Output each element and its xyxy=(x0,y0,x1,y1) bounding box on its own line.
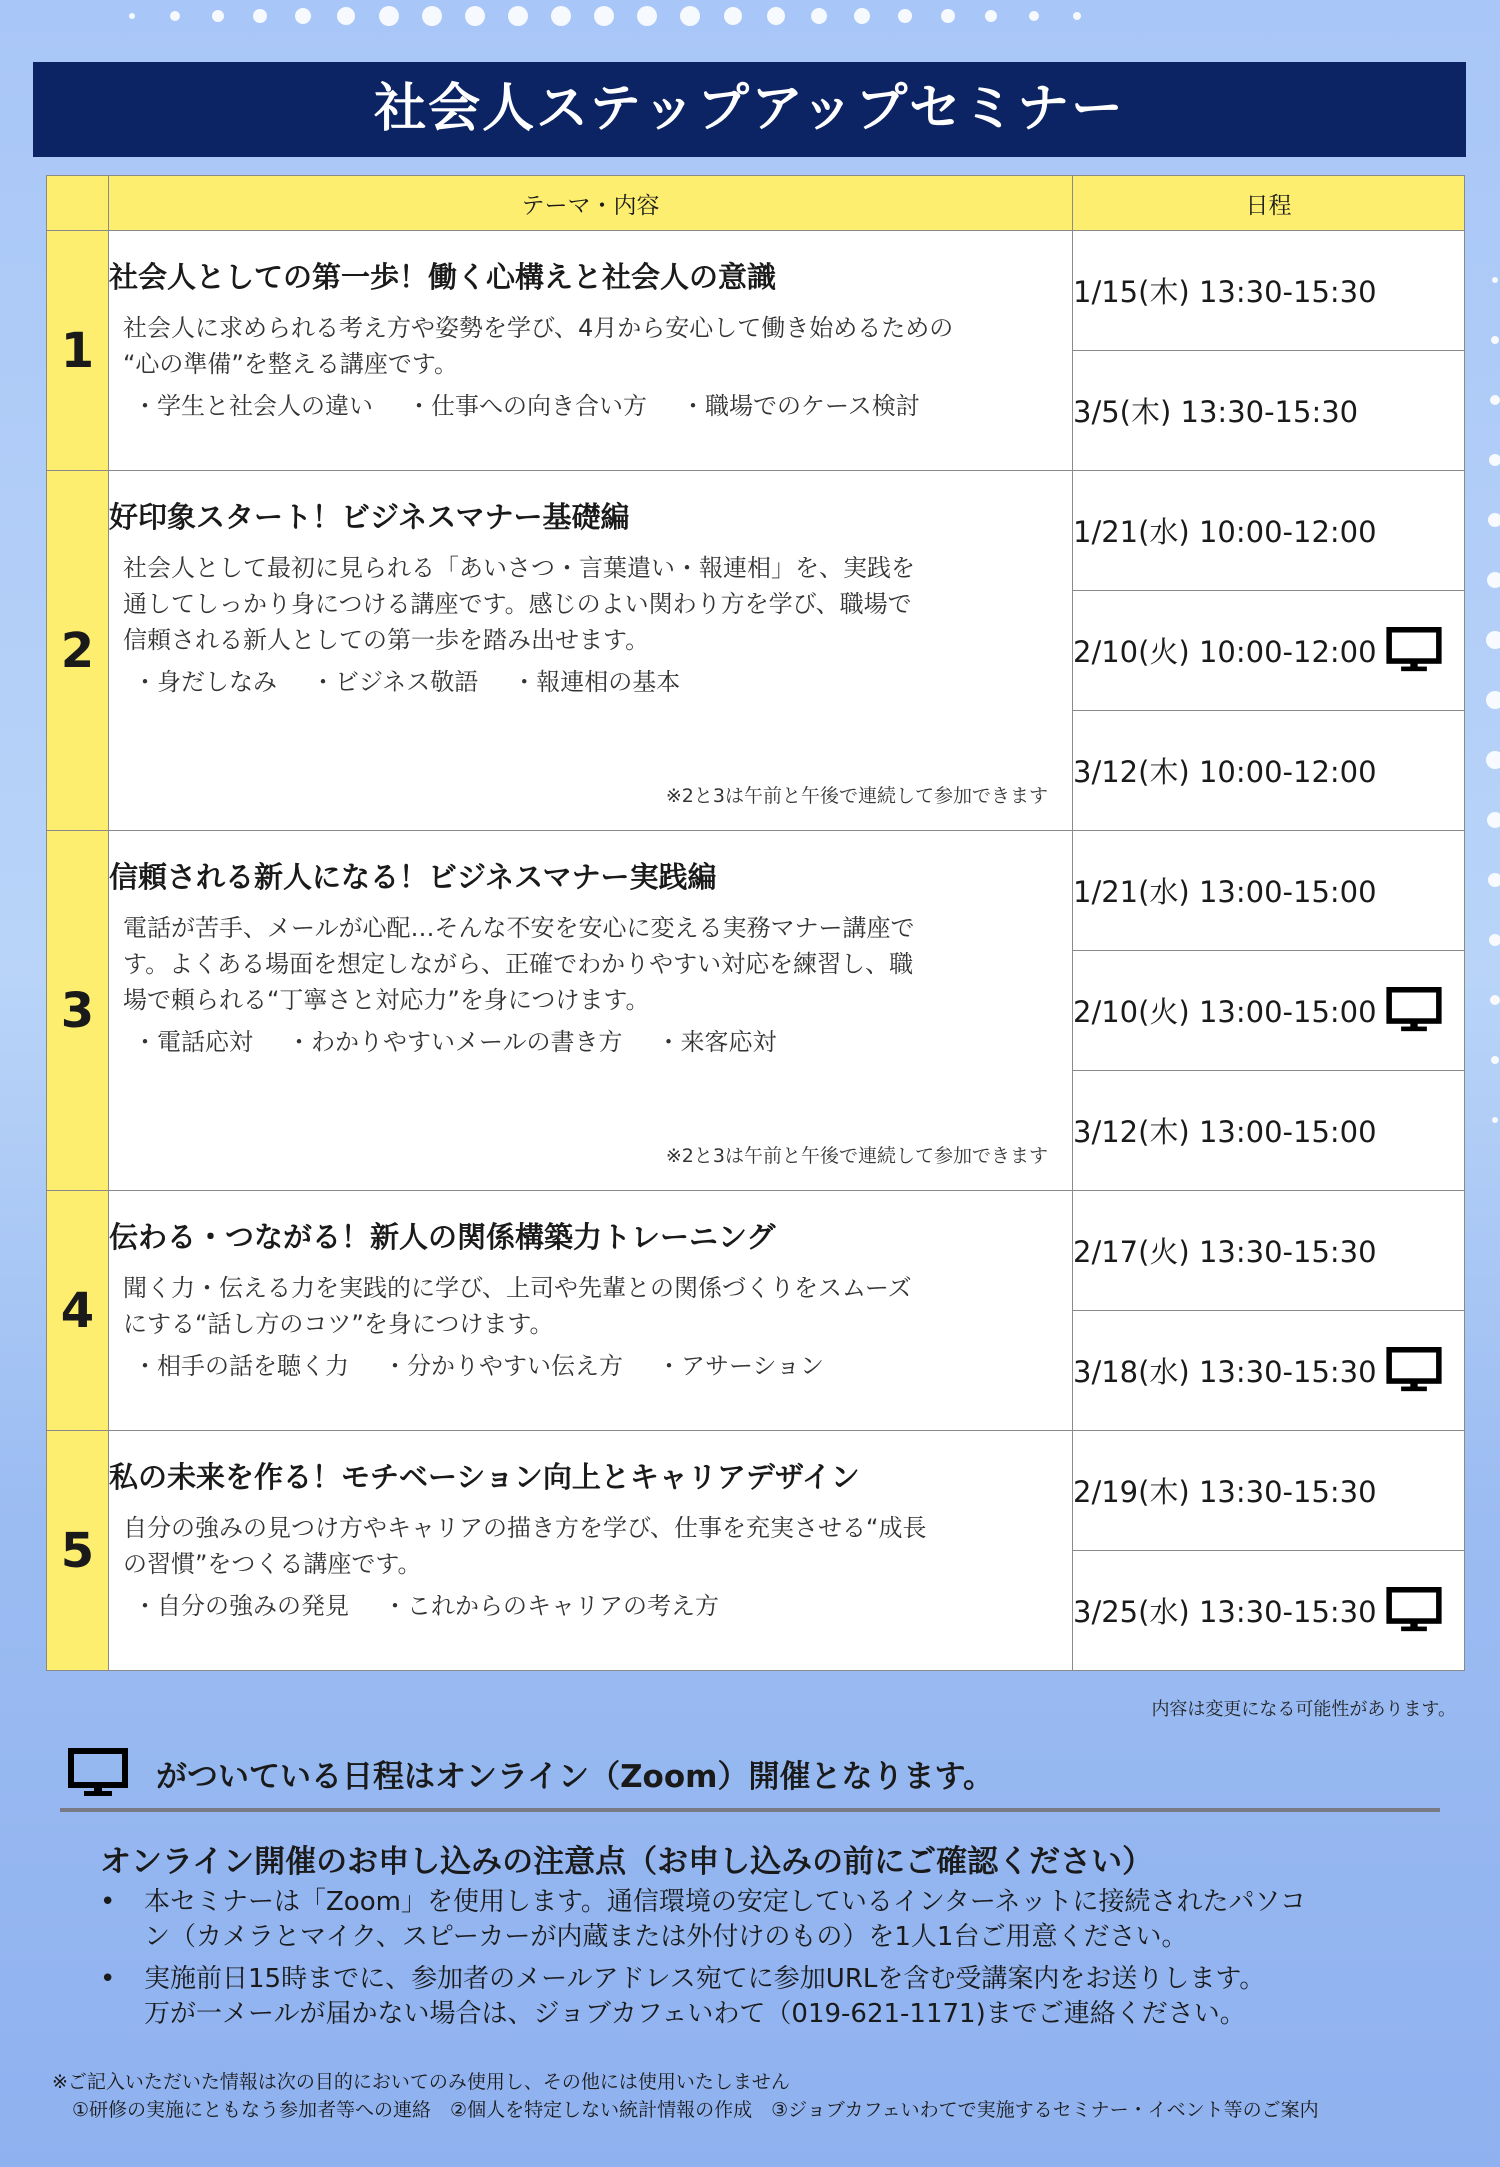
seminar-topic: ・自分の強みの発見 xyxy=(133,1592,349,1620)
seminar-topics xyxy=(109,662,1072,697)
seminar-date xyxy=(1073,471,1465,591)
seminar-content xyxy=(109,831,1073,1191)
seminar-topic: ・ビジネス敬語 xyxy=(311,668,479,696)
seminar-content xyxy=(109,1191,1073,1431)
seminar-topics xyxy=(109,1022,1072,1057)
seminar-topics xyxy=(109,1346,1072,1381)
seminar-topics xyxy=(109,386,1072,421)
seminar-desc-line: 電話が苦手、メールが心配…そんな不安を安心に変える実務マナー講座で xyxy=(123,914,915,942)
seminar-note: ※2と3は午前と午後で連続して参加できます xyxy=(665,785,1048,807)
table-row xyxy=(47,1431,1465,1551)
seminar-desc-line: 社会人として最初に見られる「あいさつ・言葉遣い・報連相」を、実践を xyxy=(123,554,915,582)
seminar-rows xyxy=(47,231,1465,1671)
seminar-date xyxy=(1073,831,1465,951)
seminar-title: 私の未来を作る！モチベーション向上とキャリアデザイン xyxy=(109,1460,860,1494)
caution-item xyxy=(100,1962,1420,2032)
seminar-title: 信頼される新人になる！ビジネスマナー実践編 xyxy=(109,860,717,894)
seminar-date xyxy=(1073,591,1465,711)
seminar-topic: ・学生と社会人の違い xyxy=(133,392,373,420)
date-text: 2/19(木) 13:30-15:30 xyxy=(1073,1475,1377,1509)
seminar-description xyxy=(109,550,1072,658)
seminar-schedule-table xyxy=(46,175,1465,1671)
date-text: 3/12(木) 13:00-15:00 xyxy=(1073,1115,1377,1149)
header-content: テーマ・内容 xyxy=(109,176,1073,231)
seminar-topic: ・わかりやすいメールの書き方 xyxy=(287,1028,623,1056)
seminar-number: 5 xyxy=(47,1431,109,1671)
date-text: 3/18(水) 13:30-15:30 xyxy=(1073,1355,1377,1389)
table-row xyxy=(47,831,1465,951)
seminar-desc-line: す。よくある場面を想定しながら、正確でわかりやすい対応を練習し、職 xyxy=(123,950,914,978)
seminar-content xyxy=(109,1431,1073,1671)
seminar-topic: ・アサーション xyxy=(657,1352,825,1380)
seminar-topic: ・身だしなみ xyxy=(133,668,277,696)
header-date: 日程 xyxy=(1073,176,1465,231)
seminar-number: 3 xyxy=(47,831,109,1191)
seminar-desc-line: 場で頼られる“丁寧さと対応力”を身につけます。 xyxy=(123,986,650,1014)
seminar-content xyxy=(109,231,1073,471)
footer-line: ①研修の実施にともなう参加者等への連絡 ②個人を特定しない統計情報の作成 ③ジョブカフェいわてで実施するセミナー・イベント等のご案内 xyxy=(72,2099,1319,2121)
seminar-topic: ・職場でのケース検討 xyxy=(681,392,920,420)
table-row xyxy=(47,471,1465,591)
seminar-content xyxy=(109,471,1073,831)
table-row xyxy=(47,1191,1465,1311)
decorative-dots-right xyxy=(1470,0,1500,1300)
seminar-description xyxy=(109,1270,1072,1342)
monitor-icon xyxy=(1386,1587,1442,1633)
seminar-date xyxy=(1073,1431,1465,1551)
bullet-icon: • xyxy=(100,1964,116,1994)
seminar-date xyxy=(1073,351,1465,471)
seminar-description xyxy=(109,910,1072,1018)
bullet-icon: • xyxy=(100,1887,116,1917)
date-text: 3/5(木) 13:30-15:30 xyxy=(1073,395,1359,429)
seminar-topic: ・仕事への向き合い方 xyxy=(407,392,647,420)
date-text: 1/15(木) 13:30-15:30 xyxy=(1073,275,1377,309)
caution-line: 本セミナーは「Zoom」を使用します。通信環境の安定しているインターネットに接続されたパソコ xyxy=(144,1887,1307,1917)
date-text: 2/10(火) 10:00-12:00 xyxy=(1073,635,1377,669)
online-legend xyxy=(68,1745,994,1801)
online-legend-text: がついている日程はオンライン（Zoom）開催となります。 xyxy=(156,1758,994,1795)
seminar-date xyxy=(1073,711,1465,831)
footer-line: ※ご記入いただいた情報は次の目的においてのみ使用し、その他には使用いたしません xyxy=(52,2071,790,2093)
monitor-icon xyxy=(1386,1347,1442,1393)
decorative-dots-top xyxy=(0,0,1500,40)
monitor-icon xyxy=(68,1748,128,1798)
caution-line: 万が一メールが届かない場合は、ジョブカフェいわて（019-621-1171)までご連絡ください。 xyxy=(144,1999,1246,2029)
seminar-date xyxy=(1073,1311,1465,1431)
seminar-date xyxy=(1073,951,1465,1071)
seminar-date xyxy=(1073,1191,1465,1311)
seminar-description xyxy=(109,1510,1072,1582)
caution-line: ン（カメラとマイク、スピーカーが内蔵または外付けのもの）を1人1台ご用意ください。 xyxy=(144,1922,1188,1952)
seminar-desc-line: 信頼される新人としての第一歩を踏み出せます。 xyxy=(123,626,650,654)
seminar-desc-line: 自分の強みの見つけ方やキャリアの描き方を学び、仕事を充実させる“成長 xyxy=(123,1514,927,1542)
seminar-number: 2 xyxy=(47,471,109,831)
seminar-description xyxy=(109,310,1072,382)
caution-title: オンライン開催のお申し込みの注意点（お申し込みの前にご確認ください） xyxy=(100,1844,1154,1880)
seminar-topic: ・これからのキャリアの考え方 xyxy=(383,1592,719,1620)
date-text: 2/17(火) 13:30-15:30 xyxy=(1073,1235,1377,1269)
seminar-number: 1 xyxy=(47,231,109,471)
seminar-desc-line: の習慣”をつくる講座です。 xyxy=(123,1550,422,1578)
seminar-topic: ・報連相の基本 xyxy=(512,668,681,696)
seminar-date xyxy=(1073,231,1465,351)
seminar-desc-line: “心の準備”を整える講座です。 xyxy=(123,350,458,378)
date-text: 1/21(水) 10:00-12:00 xyxy=(1073,515,1377,549)
header-number-cell xyxy=(47,176,109,231)
seminar-desc-line: にする“話し方のコツ”を身につけます。 xyxy=(123,1310,554,1338)
seminar-title: 社会人としての第一歩！働く心構えと社会人の意識 xyxy=(109,260,777,294)
seminar-topic: ・分かりやすい伝え方 xyxy=(383,1352,623,1380)
date-text: 3/12(木) 10:00-12:00 xyxy=(1073,755,1377,789)
seminar-desc-line: 聞く力・伝える力を実践的に学び、上司や先輩との関係づくりをスムーズ xyxy=(123,1274,912,1302)
date-text: 1/21(水) 13:00-15:00 xyxy=(1073,875,1377,909)
caution-line: 実施前日15時までに、参加者のメールアドレス宛てに参加URLを含む受講案内をお送りします。 xyxy=(144,1964,1266,1994)
seminar-note: ※2と3は午前と午後で連続して参加できます xyxy=(665,1145,1048,1167)
date-text: 2/10(火) 13:00-15:00 xyxy=(1073,995,1377,1029)
seminar-title: 伝わる・つながる！新人の関係構築力トレーニング xyxy=(109,1220,776,1254)
seminar-desc-line: 通してしっかり身につける講座です。感じのよい関わり方を学び、職場で xyxy=(123,590,912,618)
page-title: 社会人ステップアップセミナー xyxy=(33,62,1466,157)
seminar-topic: ・電話応対 xyxy=(133,1028,253,1056)
date-text: 3/25(水) 13:30-15:30 xyxy=(1073,1595,1377,1629)
change-disclaimer: 内容は変更になる可能性があります。 xyxy=(1151,1699,1456,1720)
table-row xyxy=(47,231,1465,351)
monitor-icon xyxy=(1386,987,1442,1033)
monitor-icon xyxy=(1386,627,1442,673)
caution-item xyxy=(100,1885,1420,1955)
seminar-date xyxy=(1073,1551,1465,1671)
seminar-topics xyxy=(109,1586,1072,1621)
seminar-topic: ・来客応対 xyxy=(656,1028,777,1056)
seminar-number: 4 xyxy=(47,1191,109,1431)
seminar-title: 好印象スタート！ビジネスマナー基礎編 xyxy=(109,500,630,534)
privacy-footer xyxy=(52,2068,1319,2124)
seminar-desc-line: 社会人に求められる考え方や姿勢を学び、4月から安心して働き始めるための xyxy=(123,314,954,342)
seminar-date xyxy=(1073,1071,1465,1191)
table-header-row xyxy=(47,176,1465,231)
seminar-topic: ・相手の話を聴く力 xyxy=(133,1352,349,1380)
divider xyxy=(60,1808,1440,1812)
